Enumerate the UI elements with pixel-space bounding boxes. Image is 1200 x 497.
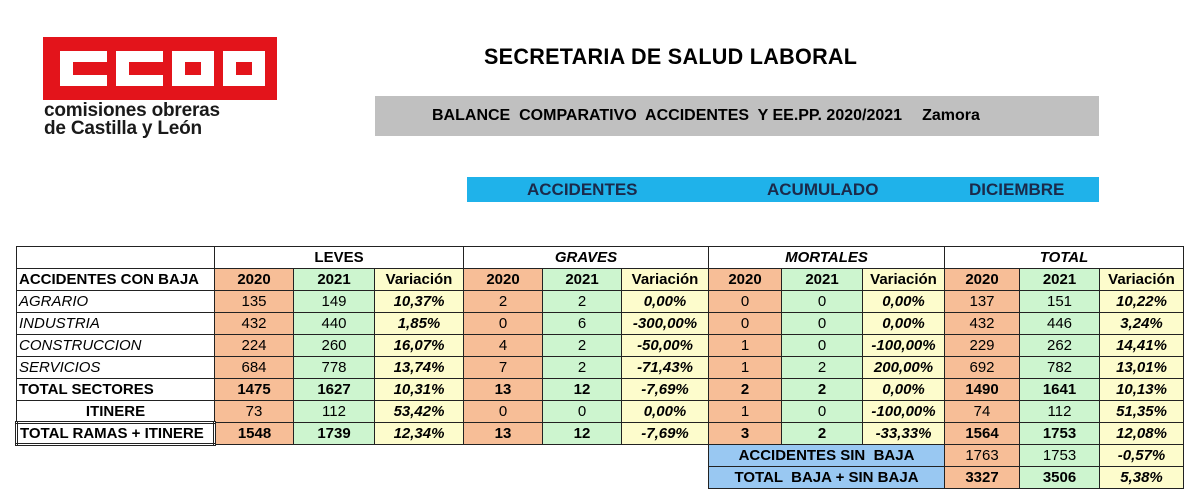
total-variacion: 13,01%: [1100, 357, 1184, 379]
logo-letter-c1: [60, 51, 107, 86]
total-2021: 151: [1020, 291, 1100, 313]
page-title: SECRETARIA DE SALUD LABORAL: [484, 44, 858, 69]
graves-2020: 13: [464, 379, 543, 401]
total-2021: 446: [1020, 313, 1100, 335]
mortales-variacion: 0,00%: [863, 313, 945, 335]
mortales-variacion: -100,00%: [863, 401, 945, 423]
table-row: [17, 313, 1184, 335]
leves-variacion: 53,42%: [375, 401, 464, 423]
col-variacion: Variación: [375, 269, 464, 291]
total-2021: 782: [1020, 357, 1100, 379]
graves-variacion: -7,69%: [622, 379, 709, 401]
graves-2020: 0: [464, 401, 543, 423]
leves-2020: 1548: [215, 423, 294, 445]
row-label: INDUSTRIA: [17, 313, 215, 335]
mortales-2020: 1: [709, 357, 782, 379]
col-2021: 2021: [782, 269, 863, 291]
leves-variacion: 13,74%: [375, 357, 464, 379]
mortales-2020: 0: [709, 291, 782, 313]
graves-2021: 12: [543, 379, 622, 401]
total-2021: 112: [1020, 401, 1100, 423]
total-variacion: 3,24%: [1100, 313, 1184, 335]
total-baja-variacion: 5,38%: [1100, 467, 1184, 489]
row-label: AGRARIO: [17, 291, 215, 313]
col-2020: 2020: [464, 269, 543, 291]
total-variacion: 10,22%: [1100, 291, 1184, 313]
total-2020: 1490: [945, 379, 1020, 401]
graves-2020: 4: [464, 335, 543, 357]
total-baja-label: TOTAL BAJA + SIN BAJA: [709, 467, 945, 489]
total-variacion: 12,08%: [1100, 423, 1184, 445]
subtitle-text: BALANCE COMPARATIVO ACCIDENTES Y EE.PP. 2020/2021: [432, 107, 903, 124]
mortales-2020: 0: [709, 313, 782, 335]
sin-baja-label: ACCIDENTES SIN BAJA: [709, 445, 945, 467]
total-2020: 229: [945, 335, 1020, 357]
graves-2021: 2: [543, 291, 622, 313]
total-variacion: 51,35%: [1100, 401, 1184, 423]
table-row: [17, 357, 1184, 379]
total-2021: 262: [1020, 335, 1100, 357]
leves-2020: 73: [215, 401, 294, 423]
leves-2021: 112: [294, 401, 375, 423]
row-header-label: ACCIDENTES CON BAJA: [17, 269, 215, 291]
mortales-2021: 0: [782, 291, 863, 313]
graves-2020: 2: [464, 291, 543, 313]
mortales-variacion: -33,33%: [863, 423, 945, 445]
leves-2021: 149: [294, 291, 375, 313]
group-mortales: MORTALES: [709, 247, 945, 269]
period-month: DICIEMBRE: [969, 180, 1065, 199]
row-label: CONSTRUCCION: [17, 335, 215, 357]
row-label: ITINERE: [17, 401, 215, 423]
graves-variacion: -300,00%: [622, 313, 709, 335]
graves-2021: 0: [543, 401, 622, 423]
mortales-2020: 1: [709, 401, 782, 423]
leves-variacion: 16,07%: [375, 335, 464, 357]
mortales-2020: 1: [709, 335, 782, 357]
leves-2021: 1627: [294, 379, 375, 401]
total-2021: 1641: [1020, 379, 1100, 401]
empty-corner: [17, 247, 215, 269]
leves-2021: 1739: [294, 423, 375, 445]
mortales-2021: 2: [782, 357, 863, 379]
logo-text-line2: de Castilla y León: [44, 118, 202, 139]
logo-text-line1: comisiones obreras: [44, 100, 220, 121]
mortales-2021: 0: [782, 401, 863, 423]
sin-baja-2021: 1753: [1020, 445, 1100, 467]
total-2021: 1753: [1020, 423, 1100, 445]
mortales-2021: 0: [782, 313, 863, 335]
col-2020: 2020: [215, 269, 294, 291]
leves-2021: 778: [294, 357, 375, 379]
col-2020: 2020: [709, 269, 782, 291]
total-2020: 1564: [945, 423, 1020, 445]
leves-variacion: 1,85%: [375, 313, 464, 335]
group-graves: GRAVES: [464, 247, 709, 269]
table-row: [17, 379, 1184, 401]
col-2021: 2021: [1020, 269, 1100, 291]
period-mode: ACUMULADO: [767, 180, 879, 199]
graves-2021: 12: [543, 423, 622, 445]
mortales-variacion: 200,00%: [863, 357, 945, 379]
leves-2021: 260: [294, 335, 375, 357]
graves-variacion: -71,43%: [622, 357, 709, 379]
mortales-variacion: 0,00%: [863, 291, 945, 313]
leves-2020: 1475: [215, 379, 294, 401]
graves-variacion: -50,00%: [622, 335, 709, 357]
column-header-row: [17, 269, 1184, 291]
col-2021: 2021: [543, 269, 622, 291]
col-variacion: Variación: [622, 269, 709, 291]
logo-letter-c2: [116, 51, 163, 86]
leves-2020: 684: [215, 357, 294, 379]
row-label: SERVICIOS: [17, 357, 215, 379]
table-row: [17, 423, 1184, 445]
col-2020: 2020: [945, 269, 1020, 291]
subtitle-bar: [375, 96, 1099, 136]
mortales-variacion: 0,00%: [863, 379, 945, 401]
graves-variacion: -7,69%: [622, 423, 709, 445]
col-variacion: Variación: [863, 269, 945, 291]
accidents-table: [15, 246, 1184, 489]
leves-2020: 432: [215, 313, 294, 335]
ccoo-logo: [43, 37, 277, 100]
graves-2021: 2: [543, 357, 622, 379]
table-row: [17, 401, 1184, 423]
sin-baja-row: [17, 445, 1184, 467]
graves-2021: 2: [543, 335, 622, 357]
total-2020: 137: [945, 291, 1020, 313]
total-variacion: 14,41%: [1100, 335, 1184, 357]
sin-baja-2020: 1763: [945, 445, 1020, 467]
graves-variacion: 0,00%: [622, 291, 709, 313]
leves-variacion: 10,37%: [375, 291, 464, 313]
graves-2020: 13: [464, 423, 543, 445]
logo-letter-o2: [223, 51, 265, 86]
total-variacion: 10,13%: [1100, 379, 1184, 401]
group-total: TOTAL: [945, 247, 1184, 269]
graves-variacion: 0,00%: [622, 401, 709, 423]
table-row: [17, 291, 1184, 313]
period-type: ACCIDENTES: [527, 180, 638, 199]
col-variacion: Variación: [1100, 269, 1184, 291]
leves-2021: 440: [294, 313, 375, 335]
group-header-row: [17, 247, 1184, 269]
leves-variacion: 10,31%: [375, 379, 464, 401]
mortales-variacion: -100,00%: [863, 335, 945, 357]
period-bar: [467, 177, 1099, 202]
total-baja-2021: 3506: [1020, 467, 1100, 489]
total-2020: 432: [945, 313, 1020, 335]
mortales-2021: 2: [782, 379, 863, 401]
graves-2021: 6: [543, 313, 622, 335]
leves-variacion: 12,34%: [375, 423, 464, 445]
row-label: TOTAL RAMAS + ITINERE: [17, 423, 215, 445]
graves-2020: 0: [464, 313, 543, 335]
row-label: TOTAL SECTORES: [17, 379, 215, 401]
total-2020: 692: [945, 357, 1020, 379]
total-baja-row: [17, 467, 1184, 489]
table-row: [17, 335, 1184, 357]
sin-baja-variacion: -0,57%: [1100, 445, 1184, 467]
logo-letter-o1: [172, 51, 214, 86]
leves-2020: 135: [215, 291, 294, 313]
mortales-2021: 0: [782, 335, 863, 357]
mortales-2020: 2: [709, 379, 782, 401]
graves-2020: 7: [464, 357, 543, 379]
col-2021: 2021: [294, 269, 375, 291]
region-label: Zamora: [922, 107, 980, 124]
leves-2020: 224: [215, 335, 294, 357]
total-2020: 74: [945, 401, 1020, 423]
mortales-2021: 2: [782, 423, 863, 445]
total-baja-2020: 3327: [945, 467, 1020, 489]
mortales-2020: 3: [709, 423, 782, 445]
group-leves: LEVES: [215, 247, 464, 269]
